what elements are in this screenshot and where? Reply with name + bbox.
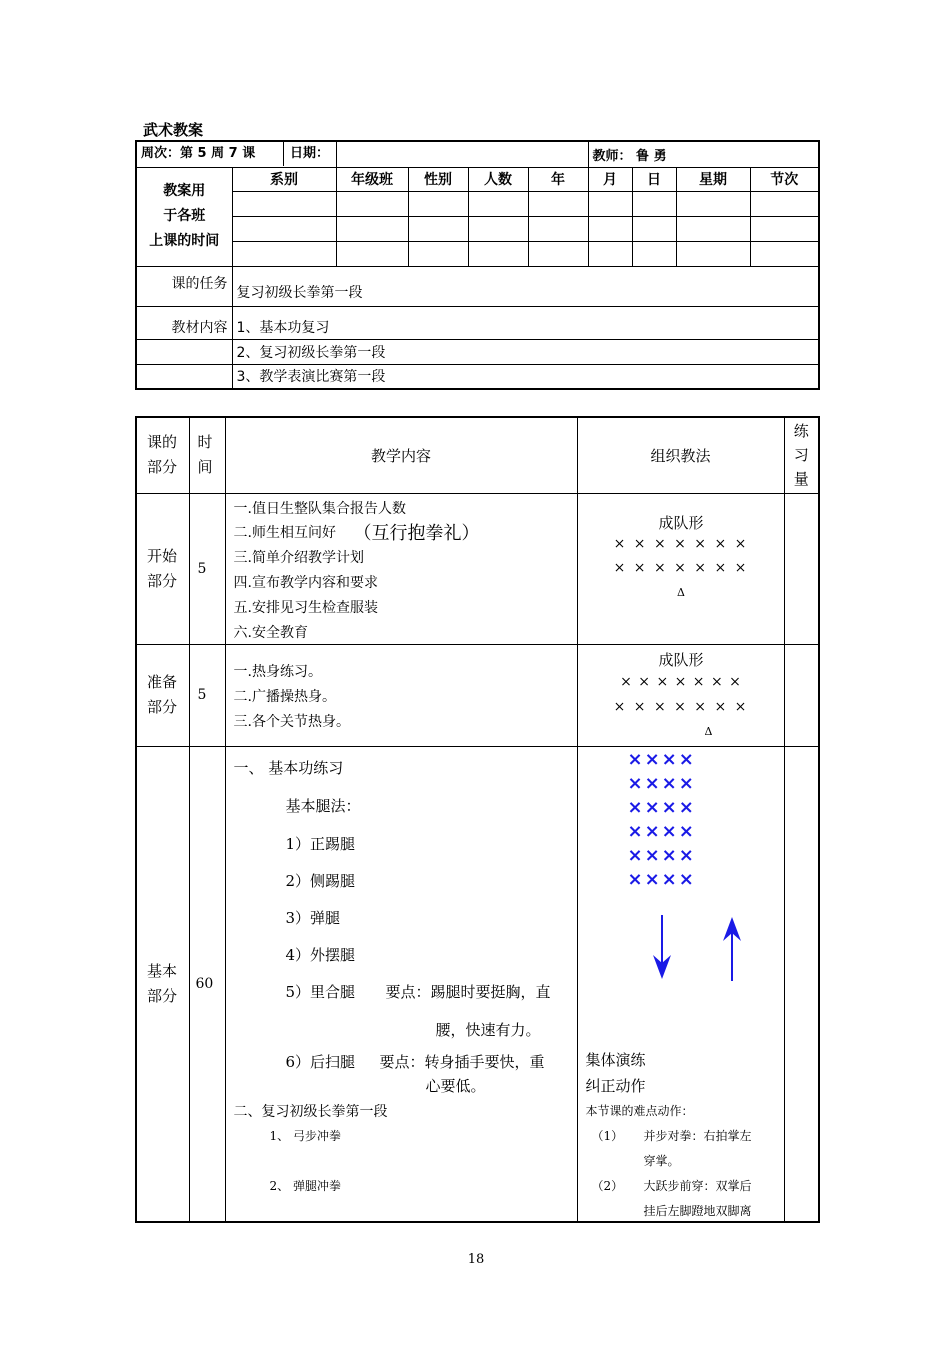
material-item: 3、教学表演比赛第一段 bbox=[232, 364, 819, 389]
difficulty-text: 大跃步前穿：双掌后 bbox=[643, 1178, 752, 1193]
difficulty-text: 挂后左脚蹬地双脚离 bbox=[643, 1203, 752, 1218]
col-weekday: 星期 bbox=[676, 167, 750, 191]
col-grade-class: 年级班 bbox=[336, 167, 408, 191]
col-part-header: 课的 部分 bbox=[136, 417, 189, 493]
section-changquan: 二、复习初级长拳第一段 bbox=[233, 1103, 388, 1120]
time-start: 5 bbox=[189, 493, 225, 644]
lesson-plan-table bbox=[135, 416, 820, 1223]
teacher-marker: Δ bbox=[704, 724, 713, 738]
page-number: 18 bbox=[467, 1252, 485, 1267]
student-mark-row: ×××× bbox=[627, 796, 696, 818]
warmup-item: 三.各个关节热身。 bbox=[233, 713, 350, 730]
key-point: 要点：踢腿时要挺胸，直 bbox=[385, 982, 551, 1001]
col-content-header: 教学内容 bbox=[225, 417, 577, 493]
col-load-header: 练 习 量 bbox=[784, 417, 819, 493]
col-department: 系别 bbox=[232, 167, 336, 191]
teacher-marker: Δ bbox=[677, 585, 685, 599]
col-day: 日 bbox=[632, 167, 676, 191]
document-title: 武术教案 bbox=[143, 121, 204, 139]
start-item: 五.安排见习生检查服装 bbox=[233, 599, 378, 616]
part-start: 开始 部分 bbox=[136, 493, 189, 644]
form-item: 2、 弹腿冲拳 bbox=[269, 1178, 341, 1193]
col-month: 月 bbox=[588, 167, 632, 191]
key-point: 要点：转身插手要快，重 bbox=[379, 1052, 545, 1071]
time-warmup: 5 bbox=[189, 644, 225, 746]
student-mark-row: ×××× bbox=[627, 772, 696, 794]
teacher-label: 教师： 鲁 勇 bbox=[592, 148, 667, 164]
leg-techniques-title: 基本腿法： bbox=[285, 796, 361, 815]
kick-item: 6）后扫腿 bbox=[285, 1052, 356, 1071]
up-arrow-icon bbox=[720, 917, 744, 981]
col-period: 节次 bbox=[750, 167, 819, 191]
material-item: 1、基本功复习 bbox=[232, 306, 819, 339]
col-time-header: 时 间 bbox=[189, 417, 225, 493]
warmup-item: 二.广播操热身。 bbox=[233, 688, 336, 705]
down-arrow-icon bbox=[650, 915, 674, 981]
formation-row: × × × × × × × bbox=[613, 698, 749, 715]
task-label: 课的任务 bbox=[136, 266, 232, 306]
kick-item: 2）侧踢腿 bbox=[285, 871, 356, 890]
material-item: 2、复习初级长拳第一段 bbox=[232, 339, 819, 364]
week-lesson-label: 周次：第 5 周 7 课 bbox=[141, 146, 256, 162]
key-point-cont: 腰，快速有力。 bbox=[435, 1020, 541, 1039]
warmup-item: 一.热身练习。 bbox=[233, 663, 322, 680]
schedule-label: 教案用 于各班 上课的时间 bbox=[136, 167, 232, 266]
start-item: 四.宣布教学内容和要求 bbox=[233, 574, 378, 591]
kick-item: 3）弹腿 bbox=[285, 908, 341, 927]
student-mark-row: ×××× bbox=[627, 868, 696, 890]
key-point-cont: 心要低。 bbox=[425, 1076, 486, 1095]
start-item: 一.值日生整队集合报告人数 bbox=[233, 500, 406, 517]
formation-row: × × × × × × × bbox=[620, 673, 742, 690]
difficulty-text: 穿掌。 bbox=[643, 1153, 680, 1168]
kick-item: 1）正踢腿 bbox=[285, 834, 356, 853]
part-warmup: 准备 部分 bbox=[136, 644, 189, 746]
kick-item: 5）里合腿 bbox=[285, 982, 356, 1001]
material-label: 教材内容 bbox=[136, 306, 232, 339]
col-gender: 性别 bbox=[408, 167, 468, 191]
part-basic: 基本 部分 bbox=[136, 746, 189, 1222]
student-mark-row: ×××× bbox=[627, 844, 696, 866]
formation-title: 成队形 bbox=[658, 650, 704, 669]
student-mark-row: ×××× bbox=[627, 820, 696, 842]
student-mark-row: ×××× bbox=[627, 748, 696, 770]
start-item: 六.安全教育 bbox=[233, 624, 308, 641]
kick-item: 4）外摆腿 bbox=[285, 945, 356, 964]
formation-title: 成队形 bbox=[658, 513, 704, 532]
start-item: 三.简单介绍教学计划 bbox=[233, 549, 364, 566]
date-label: 日期： bbox=[283, 142, 329, 166]
formation-row: × × × × × × × bbox=[613, 535, 749, 552]
start-item-note: （互行抱拳礼） bbox=[353, 522, 480, 544]
difficulty-number: （1） bbox=[591, 1128, 624, 1143]
difficulty-text: 并步对拳：右拍掌左 bbox=[643, 1128, 752, 1143]
start-item: 二.师生相互问好 bbox=[233, 524, 336, 541]
section-basic-skills: 一、 基本功练习 bbox=[233, 758, 344, 777]
formation-row: × × × × × × × bbox=[613, 559, 749, 576]
form-item: 1、 弓步冲拳 bbox=[269, 1128, 341, 1143]
method-correct: 纠正动作 bbox=[585, 1076, 646, 1095]
task-value: 复习初级长拳第一段 bbox=[232, 266, 819, 306]
difficulty-title: 本节课的难点动作： bbox=[585, 1103, 694, 1118]
schedule-table bbox=[135, 140, 820, 390]
col-method-header: 组织教法 bbox=[577, 417, 784, 493]
difficulty-number: （2） bbox=[591, 1178, 624, 1193]
col-headcount: 人数 bbox=[468, 167, 528, 191]
col-year: 年 bbox=[528, 167, 588, 191]
time-basic: 60 bbox=[189, 746, 225, 1222]
method-group-practice: 集体演练 bbox=[585, 1050, 646, 1069]
